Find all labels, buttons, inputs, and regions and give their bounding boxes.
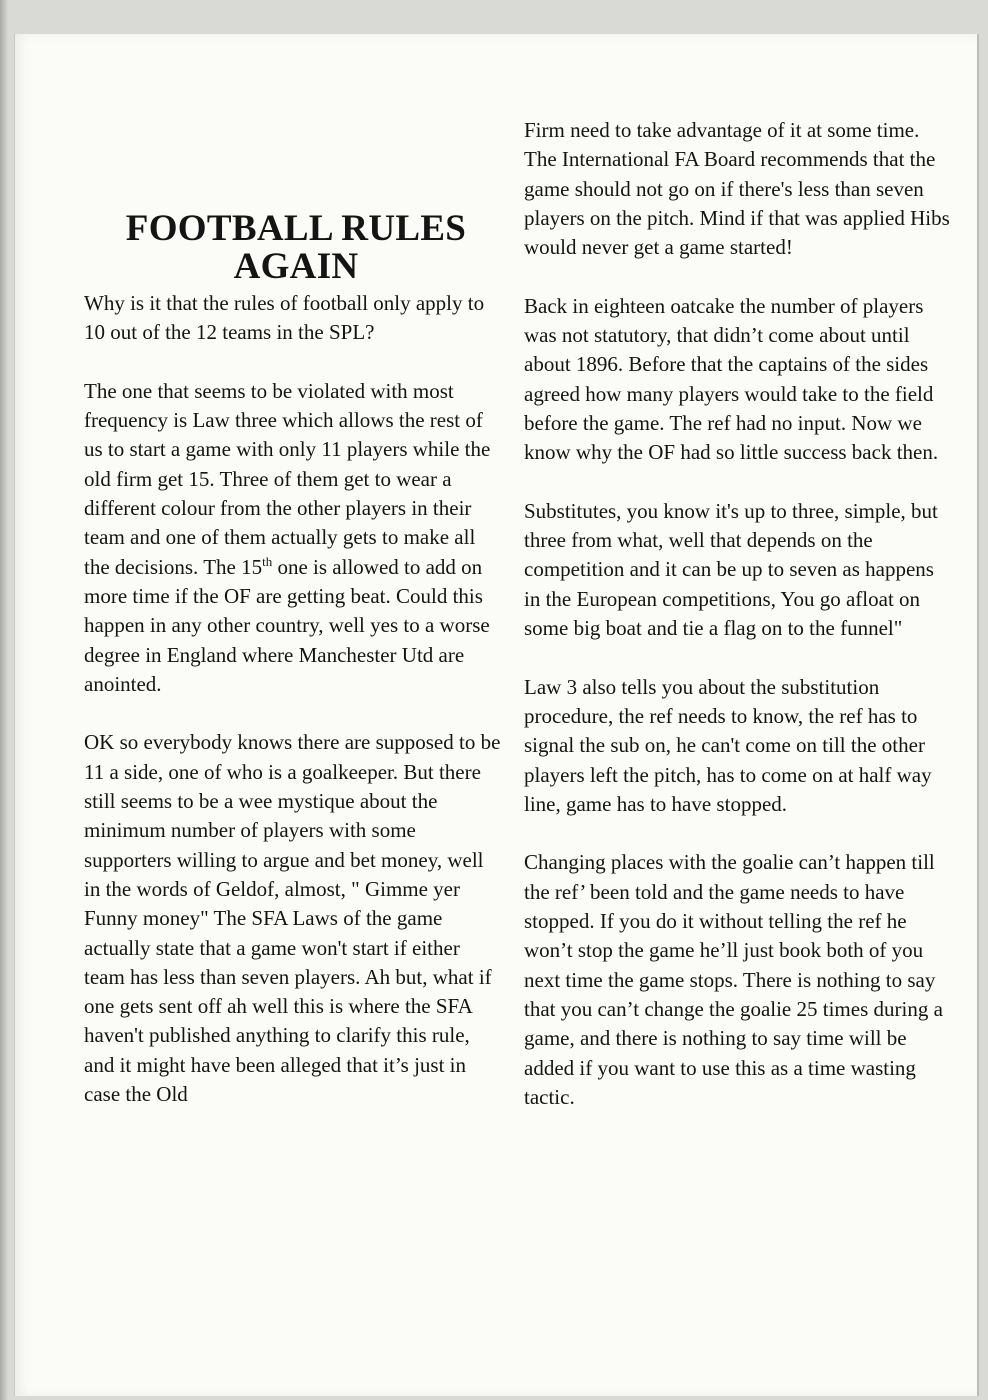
paragraph-intro: Why is it that the rules of football only apply to 10 out of the 12 teams in the SPL? [84,291,485,345]
paragraph-law-three [84,377,502,699]
fifteenth-post: one is allowed to add on more time if the OF are getting beat. Could this happen in any other country, well yes to a worse degree in England where Manchester Utd are anointed. [84,554,490,696]
paragraph-history: Back in eighteen oatcake the number of players was not statutory, that didn’t come about until about 1896. Before that the captains of the sides agreed how many players would take to the field before the game. The ref had no input. Now we know why the OF had so little success back then. [524,293,939,465]
paragraph-ifab: Firm need to take advantage of it at some time. The International FA Board recommends that the game should not go on if there's less than seven players on the pitch. Mind if that was applied Hibs would never get a game started! [524,118,950,260]
article-title [84,210,502,286]
magazine-page [14,34,979,1396]
title-line-2: AGAIN [233,246,359,287]
paragraph-minimum-players: OK so everybody knows there are supposed to be 11 a side, one of who is a goalkeeper. But there still seems to be a wee mystique about the minimum number of players with some supporters willing to argue and bet money, well in the words of Geldof, almost, " Gimme yer Funny money" The SFA Laws of the game actually state that a game won't start if either team has less than seven players. Ah but, what if one gets sent off ah well this is where the SFA haven't published anything to clarify this rule, and it might have been alleged that it’s just in case the Old [84,730,501,1107]
page-binding-shadow [0,0,8,1400]
title-line-1: FOOTBALL RULES [125,208,467,249]
law-three-text: The one that seems to be violated with most frequency is Law three which allows the rest of us to start a game with only 11 players while the old firm get 15. Three of them get to wear a different colour from the other players in their team and one of them actually gets to make all the decisions. [84,378,491,579]
paragraph-goalie-change: Changing places with the goalie can’t happen till the ref’ been told and the game needs to have stopped. If you do it without telling the ref he won’t stop the game he’ll just book both of you next time the game stops. There is nothing to say that you can’t change the goalie 25 times during a game, and there is nothing to say time will be added if you want to use this as a time wasting tactic. [524,850,943,1109]
left-column [84,210,502,1139]
fifteenth-pre: The 15 [203,554,263,579]
right-column [524,116,952,1141]
fifteenth-sup: th [262,553,273,569]
paragraph-substitution-procedure: Law 3 also tells you about the substitution procedure, the ref needs to know, the ref has to signal the sub on, he can't come on till the other players left the pitch, has to come on at half way line, game has to have stopped. [524,674,932,816]
paragraph-substitutes: Substitutes, you know it's up to three, simple, but three from what, well that depends on the competition and it can be up to seven as happens in the European competitions, You go afloat on some big boat and tie a flag on to the funnel" [524,498,938,641]
